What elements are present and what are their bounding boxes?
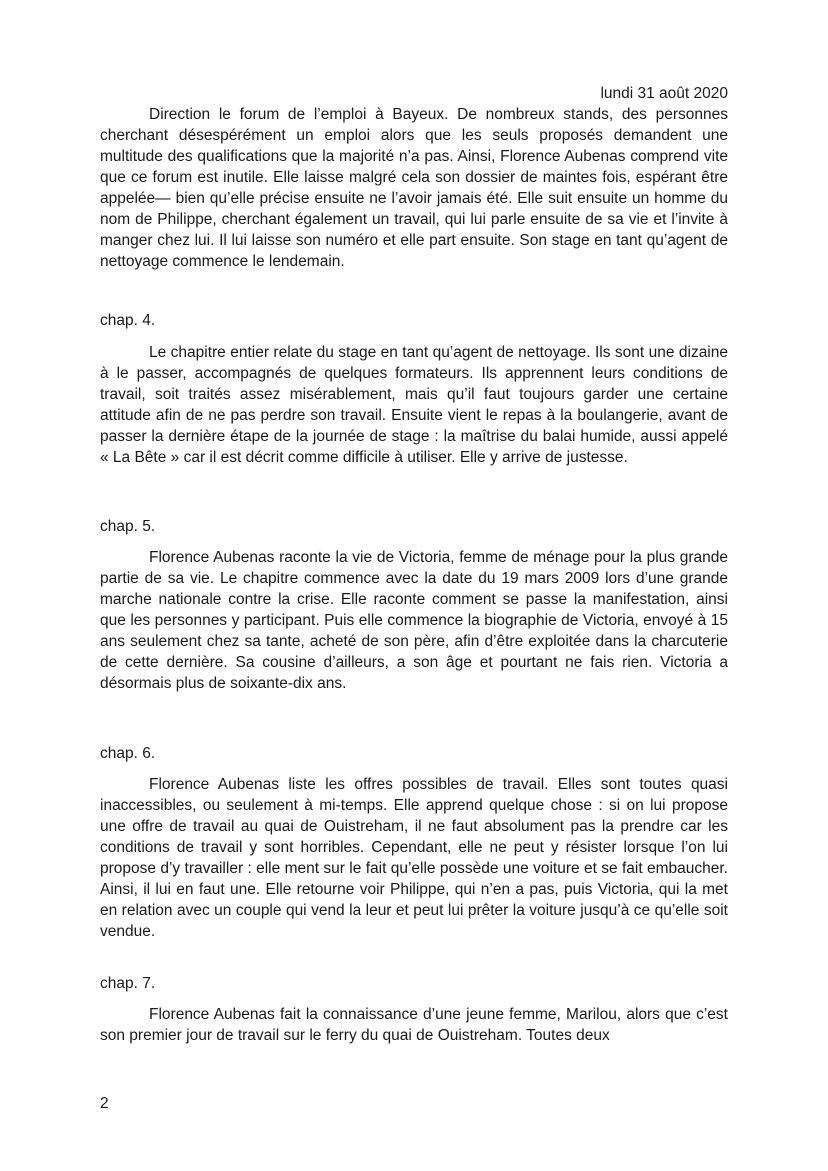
chapter-6-paragraph: Florence Aubenas liste les offres possibles de travail. Elles sont toutes quasi inaccessibles, ou seulement à mi-temps. Elle apprend quelque chose : si on lui propose une offre de travail au quai de Ouistreham, il ne faut absolument pas la prendre car les conditions de travail y sont horribles. Cependant, elle ne peut y résister lorsque l’on lui propose d’y travailler : elle ment sur le fait qu’elle possède une voiture et se fait embaucher. Ainsi, il lui en faut une. Elle retourne voir Philippe, qui n’en a pas, puis Victoria, qui la met en relation avec un couple qui vend la leur et peut lui prêter la voiture jusqu’à ce qu’elle soit vendue. xyxy=(100,776,728,940)
chapter-6-heading: chap. 6. xyxy=(100,745,156,762)
chapter-7-section xyxy=(100,1004,728,1046)
chapter-5-paragraph: Florence Aubenas raconte la vie de Victoria, femme de ménage pour la plus grande partie de sa vie. Le chapitre commence avec la date du 19 mars 2009 lors d’une grande marche nationale contre la crise. Elle raconte comment se passe la manifestation, ainsi que les personnes y participant. Puis elle commence la biographie de Victoria, envoyé à 15 ans seulement chez sa tante, acheté de son père, afin d’être exploitée dans la charcuterie de cette dernière. Sa cousine d’ailleurs, a son âge et pourtant ne fais rien. Victoria a désormais plus de soixante-dix ans. xyxy=(100,549,728,692)
chapter-7-heading: chap. 7. xyxy=(100,975,156,992)
chapter-4-paragraph: Le chapitre entier relate du stage en tant qu’agent de nettoyage. Ils sont une dizaine à le passer, accompagnés de quelques formateurs. Ils apprennent leurs conditions de travail, soit traités assez misérablement, mais qu’il faut toujours garder une certaine attitude afin de ne pas perdre son travail. Ensuite vient le repas à la boulangerie, avant de passer la dernière étape de la journée de stage : la maîtrise du balai humide, aussi appelé « La Bête » car il est décrit comme difficile à utiliser. Elle y arrive de justesse. xyxy=(100,344,728,466)
chapter-4-section xyxy=(100,342,728,468)
chapter-4-heading: chap. 4. xyxy=(100,312,156,329)
intro-section xyxy=(100,83,728,272)
intro-paragraph: Direction le forum de l’emploi à Bayeux. De nombreux stands, des personnes cherchant désespérément un emploi alors que les seuls proposés demandent une multitude des qualifications que la majorité n’a pas. Ainsi, Florence Aubenas comprend vite que ce forum est inutile. Elle laisse malgré cela son dossier de maintes fois, espérant être appelée— bien qu’elle précise ensuite ne l’avoir jamais été. Elle suit ensuite un homme du nom de Philippe, cherchant également un travail, qui lui parle ensuite de sa vie et l’invite à manger chez lui. Il lui laisse son numéro et elle part ensuite. Son stage en tant qu’agent de nettoyage commence le lendemain. xyxy=(100,106,728,270)
chapter-7-paragraph: Florence Aubenas fait la connaissance d’une jeune femme, Marilou, alors que c’est son premier jour de travail sur le ferry du quai de Ouistreham. Toutes deux xyxy=(100,1006,728,1044)
page-number: 2 xyxy=(100,1095,109,1112)
chapter-5-heading: chap. 5. xyxy=(100,518,156,535)
chapter-6-section xyxy=(100,774,728,942)
document-date: lundi 31 août 2020 xyxy=(600,85,728,102)
chapter-5-section xyxy=(100,547,728,694)
